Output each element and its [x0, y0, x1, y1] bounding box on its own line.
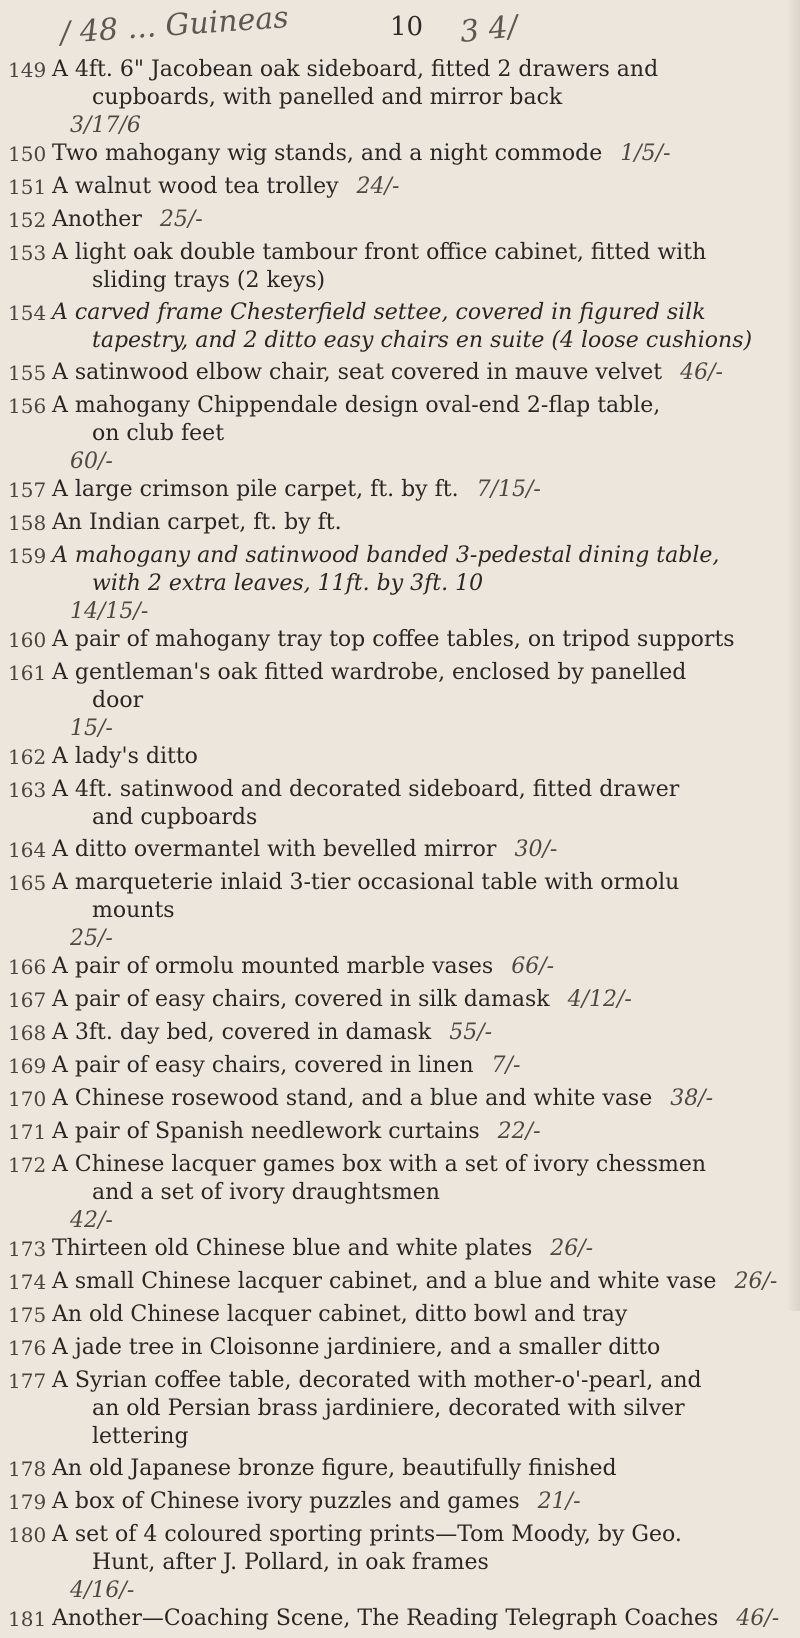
lot-description-line: A carved frame Chesterfield settee, covered in figured silk — [52, 300, 706, 325]
lot-description-line: A marqueterie inlaid 3-tier occasional table with ormolu — [52, 870, 680, 895]
lot-row — [8, 869, 788, 953]
handwritten-price: 24/- — [356, 174, 400, 199]
lot-description — [48, 1301, 788, 1334]
lot-number: 169 — [8, 1054, 47, 1078]
lot-row — [8, 542, 788, 626]
lot-description — [48, 1455, 788, 1488]
lot-description-line: A walnut wood tea trolley — [52, 174, 339, 199]
lot-description — [48, 1367, 788, 1455]
handwritten-price: 7/15/- — [476, 477, 541, 502]
lot-number: 151 — [8, 175, 47, 199]
lot-description-line: with 2 extra leaves, 11ft. by 3ft. 10 — [92, 571, 484, 596]
lot-number: 181 — [8, 1607, 47, 1631]
lot-description-line: an old Persian brass jardiniere, decorated with silver — [92, 1396, 685, 1421]
lot-description — [48, 1019, 788, 1052]
page-number: 10 — [390, 12, 424, 42]
lot-description — [48, 392, 788, 476]
lot-description — [48, 1052, 788, 1085]
lot-number: 152 — [8, 208, 47, 232]
lot-description-line: and a set of ivory draughtsmen — [92, 1180, 440, 1205]
lot-description — [48, 1151, 788, 1235]
lot-number: 162 — [8, 745, 47, 769]
lot-description — [48, 140, 788, 173]
lot-description — [48, 953, 788, 986]
lot-row — [8, 836, 788, 869]
handwritten-price: 46/- — [680, 360, 723, 385]
lot-row — [8, 359, 788, 392]
lot-description — [48, 1605, 788, 1638]
handwritten-price: 15/- — [70, 716, 113, 741]
lot-description — [48, 239, 788, 299]
lot-description — [48, 56, 788, 140]
lot-number: 171 — [8, 1120, 47, 1144]
lot-row — [8, 1085, 788, 1118]
handwritten-price: 26/- — [734, 1269, 778, 1294]
lot-row — [8, 743, 788, 776]
lot-row — [8, 1301, 788, 1334]
lot-description — [48, 776, 788, 836]
handwritten-price: 3/17/6 — [70, 113, 141, 138]
lot-description-line: An old Chinese lacquer cabinet, ditto bowl and tray — [52, 1302, 628, 1327]
handwritten-price: 46/- — [736, 1606, 780, 1631]
lot-row — [8, 206, 788, 239]
lot-number: 180 — [8, 1523, 47, 1547]
lot-number: 177 — [8, 1369, 47, 1393]
lot-description-line: A 4ft. satinwood and decorated sideboard, fitted drawer — [52, 777, 680, 802]
lot-description-line: A pair of Spanish needlework curtains — [52, 1119, 480, 1144]
lot-description — [48, 659, 788, 743]
lot-description — [48, 1488, 788, 1521]
lot-description — [48, 359, 788, 392]
lot-description-line: A 4ft. 6" Jacobean oak sideboard, fitted 2 drawers and — [52, 57, 659, 82]
lot-description-line: A 3ft. day bed, covered in damask — [52, 1020, 432, 1045]
lot-description-line: A large crimson pile carpet, ft. by ft. — [52, 477, 459, 502]
lot-description — [48, 1235, 788, 1268]
lot-description-line: Hunt, after J. Pollard, in oak frames — [92, 1550, 489, 1575]
lot-number: 157 — [8, 478, 47, 502]
handwritten-note-top-left: / 48 ... Guineas — [59, 0, 290, 51]
lot-row — [8, 299, 788, 359]
lot-description — [48, 542, 788, 626]
lot-number: 163 — [8, 778, 47, 802]
lot-description — [48, 626, 788, 659]
lot-number: 149 — [8, 58, 47, 82]
lot-description-line: A pair of ormolu mounted marble vases — [52, 954, 494, 979]
lot-description-line: lettering — [92, 1424, 189, 1449]
lot-description-line: door — [92, 688, 144, 713]
lot-description-line: A light oak double tambour front office cabinet, fitted with — [52, 240, 707, 265]
handwritten-price: 4/12/- — [567, 987, 632, 1012]
lot-description-line: A box of Chinese ivory puzzles and games — [52, 1489, 520, 1514]
lot-description-line: Thirteen old Chinese blue and white plates — [52, 1236, 533, 1261]
lot-number: 178 — [8, 1457, 47, 1481]
handwritten-price: 30/- — [514, 837, 558, 862]
handwritten-price: 4/16/- — [70, 1578, 135, 1603]
handwritten-price: 14/15/- — [70, 599, 149, 624]
lot-row — [8, 1019, 788, 1052]
lot-description-line: on club feet — [92, 421, 225, 446]
lot-description-line: A set of 4 coloured sporting prints—Tom Moody, by Geo. — [52, 1522, 682, 1547]
lot-row — [8, 1488, 788, 1521]
handwritten-price: 66/- — [511, 954, 555, 979]
lot-row — [8, 56, 788, 140]
lot-description — [48, 476, 788, 509]
page-edge-shadow — [786, 0, 800, 1311]
lot-description-line: A pair of mahogany tray top coffee tables, on tripod supports — [52, 627, 735, 652]
lot-number: 164 — [8, 838, 47, 862]
handwritten-price: 38/- — [670, 1086, 714, 1111]
lot-row — [8, 659, 788, 743]
lot-row — [8, 239, 788, 299]
lot-number: 168 — [8, 1021, 47, 1045]
lot-description-line: A small Chinese lacquer cabinet, and a blue and white vase — [52, 1269, 717, 1294]
lot-description-line: A Chinese lacquer games box with a set of ivory chessmen — [52, 1152, 707, 1177]
lot-description-line: A pair of easy chairs, covered in linen — [52, 1053, 474, 1078]
lot-description-line: A mahogany and satinwood banded 3-pedestal dining table, — [52, 543, 720, 568]
lot-description — [48, 509, 788, 542]
lot-description-line: A pair of easy chairs, covered in silk damask — [52, 987, 550, 1012]
handwritten-price: 55/- — [449, 1020, 493, 1045]
lot-row — [8, 476, 788, 509]
lot-description — [48, 986, 788, 1019]
lot-row — [8, 986, 788, 1019]
lot-row — [8, 776, 788, 836]
handwritten-price: 25/- — [159, 207, 203, 232]
lot-description-line: An old Japanese bronze figure, beautifully finished — [52, 1456, 617, 1481]
lot-row — [8, 1235, 788, 1268]
lot-number: 161 — [8, 661, 47, 685]
lot-row — [8, 1367, 788, 1455]
lot-description-line: A mahogany Chippendale design oval-end 2-flap table, — [52, 393, 661, 418]
lot-description — [48, 1521, 788, 1605]
lot-row — [8, 626, 788, 659]
lot-description — [48, 836, 788, 869]
lot-description-line: Another—Coaching Scene, The Reading Telegraph Coaches — [52, 1606, 719, 1631]
lot-number: 158 — [8, 511, 47, 535]
lot-number: 150 — [8, 142, 47, 166]
lot-number: 167 — [8, 988, 47, 1012]
lot-description-line: A Syrian coffee table, decorated with mother-o'-pearl, and — [52, 1368, 702, 1393]
lot-row — [8, 1151, 788, 1235]
lot-number: 154 — [8, 301, 47, 325]
lot-description — [48, 743, 788, 776]
lot-description — [48, 1268, 788, 1301]
lot-list — [8, 56, 788, 1638]
lot-row — [8, 1605, 788, 1638]
lot-row — [8, 953, 788, 986]
lot-row — [8, 1118, 788, 1151]
lot-number: 166 — [8, 955, 47, 979]
lot-description-line: tapestry, and 2 ditto easy chairs en suite (4 loose cushions) — [92, 328, 753, 353]
lot-number: 165 — [8, 871, 47, 895]
lot-description-line: Two mahogany wig stands, and a night commode — [52, 141, 603, 166]
handwritten-price: 1/5/- — [620, 141, 671, 166]
lot-row — [8, 1455, 788, 1488]
lot-number: 155 — [8, 361, 47, 385]
lot-number: 179 — [8, 1490, 47, 1514]
lot-description — [48, 1085, 788, 1118]
handwritten-price: 7/- — [491, 1053, 521, 1078]
lot-description-line: An Indian carpet, ft. by ft. — [52, 510, 342, 535]
handwritten-price: 22/- — [497, 1119, 541, 1144]
lot-description-line: mounts — [92, 898, 175, 923]
lot-description-line: A satinwood elbow chair, seat covered in mauve velvet — [52, 360, 663, 385]
lot-description-line: A gentleman's oak fitted wardrobe, enclosed by panelled — [52, 660, 687, 685]
handwritten-price: 26/- — [550, 1236, 594, 1261]
lot-description-line: A Chinese rosewood stand, and a blue and white vase — [52, 1086, 653, 1111]
handwritten-note-top-right: 3 4/ — [458, 9, 520, 50]
lot-row — [8, 1334, 788, 1367]
lot-row — [8, 140, 788, 173]
lot-description-line: A jade tree in Cloisonne jardiniere, and a smaller ditto — [52, 1335, 661, 1360]
lot-number: 175 — [8, 1303, 47, 1327]
handwritten-price: 21/- — [537, 1489, 581, 1514]
lot-description-line: and cupboards — [92, 805, 258, 830]
lot-description — [48, 206, 788, 239]
lot-row — [8, 1521, 788, 1605]
lot-description-line: A lady's ditto — [52, 744, 198, 769]
lot-number: 172 — [8, 1153, 47, 1177]
lot-description — [48, 299, 788, 359]
lot-number: 159 — [8, 544, 47, 568]
lot-row — [8, 1052, 788, 1085]
lot-description-line: A ditto overmantel with bevelled mirror — [52, 837, 497, 862]
lot-number: 170 — [8, 1087, 47, 1111]
lot-number: 174 — [8, 1270, 47, 1294]
lot-number: 176 — [8, 1336, 47, 1360]
lot-row — [8, 392, 788, 476]
lot-description — [48, 1118, 788, 1151]
lot-description — [48, 173, 788, 206]
lot-description — [48, 1334, 788, 1367]
lot-number: 153 — [8, 241, 47, 265]
handwritten-price: 60/- — [70, 449, 113, 474]
lot-row — [8, 173, 788, 206]
lot-description-line: cupboards, with panelled and mirror back — [92, 85, 563, 110]
lot-number: 160 — [8, 628, 47, 652]
lot-description-line: sliding trays (2 keys) — [92, 268, 326, 293]
lot-row — [8, 509, 788, 542]
lot-number: 156 — [8, 394, 47, 418]
lot-description — [48, 869, 788, 953]
lot-description-line: Another — [52, 207, 142, 232]
handwritten-price: 42/- — [70, 1208, 113, 1233]
lot-row — [8, 1268, 788, 1301]
lot-number: 173 — [8, 1237, 47, 1261]
handwritten-price: 25/- — [70, 926, 113, 951]
